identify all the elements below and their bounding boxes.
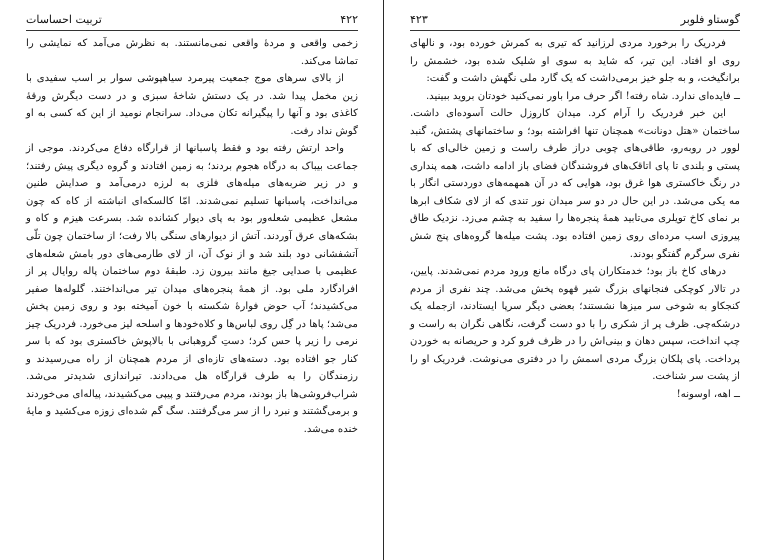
right-paragraph-2: ــ فایده‌ای ندارد. شاه رفته! اگر حرف مرا باور نمی‌کنید خودتان بروید ببینید. — [425, 90, 740, 102]
right-paragraph-4: درهای کاخ باز بود؛ خدمتکاران پای درگاه مانع ورود مردم نمی‌شدند. پایین، در تالار کوچکی فنجانهای بزرگ شیر قهوه پخش می‌شد. چند نفری از مردم کنجکاو به شوخی سر میزها نشستند؛ بعضی دیگر سرپا ایستادند، ازجمله یک درشکه‌چی. ظرف پر از شکری را با دو دست گرفت، نگاهی نگران به راست و چپ انداخت، سپس دهان و بینی‌اش را در ظرف فرو کرد و حریصانه به خوردن پرداخت. پای پلکان بزرگ مردی اسمش را در دفتری می‌نوشت. فردریک او را از پشت سر شناخت. — [410, 266, 740, 383]
left-page-number: ۴۲۲ — [340, 12, 358, 26]
right-paragraph-3: این خبر فردریک را آرام کرد. میدان کاروزل حالت آسوده‌ای داشت. ساختمان «هتل دونانت» همچنان تنها افراشته بود؛ و ساختمانهای پشتش، گنبد لوور در روبه‌رو، طاقی‌های چوبی دراز طرف راست و زمین خالی‌ای که با پستی و بلندی تا پای اتاقک‌های فروشندگان فضای باز ادامه داشت، همه پنداری در رنگ خاکستری هوا غرق بود، هوایی که در آن همهمه‌های دوردستی انگار با مه یکی می‌شد. در این حال در دو سر میدان نور تندی که از لای شکاف ابرها بر نمای کاخ تویلری می‌تابید همهٔ پنجره‌ها را سفید به چشم می‌زد. نزدیک طاق پیروزی اسب مرده‌ای روی زمین افتاده بود. پشت میله‌ها گروه‌های پنج شش نفری سرگرم گفتگو بودند. — [410, 108, 740, 260]
right-header-rule — [410, 30, 740, 31]
right-running-head: گوستاو فلوبر — [680, 12, 740, 26]
right-page-number: ۴۲۳ — [410, 12, 428, 26]
right-page-header — [410, 8, 740, 30]
right-paragraph-1: فردریک را برخورد مردی لرزانید که تیری به کمرش خورده بود، و نالهای روی او افتاد. این تیر، که شاید به سوی او شلیک شده بود، خشمش را برانگیخت، و به جلو خیز برمی‌داشت که یک گارد ملی نگهش داشت و گفت: — [410, 38, 740, 85]
left-paragraph-2: از بالای سرهای موج جمعیت پیرمرد سیاهپوشی سوار بر اسب سفیدی با زین مخمل پیدا شد. در یک دستش شاخهٔ سبزی و در دست دیگرش ورقهٔ کاغذی بود و آنها را پیگیرانه تکان می‌داد. سرانجام نومید از این که کسی به او گوش نداد رفت. — [26, 73, 358, 137]
left-page-header — [26, 8, 358, 30]
left-header-rule — [26, 30, 358, 31]
left-paragraph-3: واحد ارتش رفته بود و فقط پاسبانها از قرارگاه دفاع می‌کردند. موجی از جماعت بیباک به درگاه هجوم بردند؛ به زمین افتادند و گروه دیگری پیش رفتند؛ و در زیر ضربه‌های میله‌های فلزی به لرزه درمی‌آمد و صدایش طنین می‌انداخت، پاسبانها تسلیم نمی‌شدند. امّا کالسکه‌ای انباشته از کاه که چون مشعل عظیمی شعله‌ور بود به پای دیوار کشانده شد. بسرعت هیزم و کاه و بشکه‌های عرق آوردند. آتش از دیوارهای سنگی بالا رفت؛ از ساختمان چون تلّی آتشفشانی دود بلند شد و از نوک آن، از لای طارمی‌های دور بامش شعله‌های عظیمی با صدایی جیغ مانند بیرون زد. طبقهٔ دوم ساختمان پاله روایال پر از افرادگارد ملی بود. از همهٔ پنجره‌های میدان تیر می‌انداختند. گلوله‌ها صفیر می‌کشیدند؛ آب حوض فوارهٔ شکسته با خون آمیخته بود و روی زمین پخش می‌شد؛ پاها در گِل روی لباس‌ها و کلاه‌خودها و اسلحه لیز می‌خورد. فردریک چیز نرمی را زیر پا حس کرد؛ دستِ گروهبانی با بالاپوش خاکستری بود که با سر کنار جو افتاده بود. دسته‌های تازه‌ای از مردم همچنان از راه می‌رسیدند و رزمندگان را به طرف قرارگاه هل می‌دادند. تیراندازی شدیدتر می‌شد. شراب‌فروشی‌ها باز بودند، مردم می‌رفتند و پیپی می‌کشیدند، پیاله‌ای می‌خوردند و برمی‌گشتند و نبرد را از سر می‌گرفتند. سگ گم شده‌ای زوزه می‌کشید و مایهٔ خنده می‌شد. — [26, 143, 358, 436]
right-paragraph-5: ــ اهه، اوسونه! — [676, 388, 740, 400]
left-running-head: تربیت احساسات — [26, 12, 102, 26]
left-paragraph-1: زخمی واقعی و مردهٔ واقعی نمی‌مانستند. به نظرش می‌آمد که نمایشی را تماشا می‌کند. — [26, 38, 358, 67]
right-page — [384, 0, 768, 560]
